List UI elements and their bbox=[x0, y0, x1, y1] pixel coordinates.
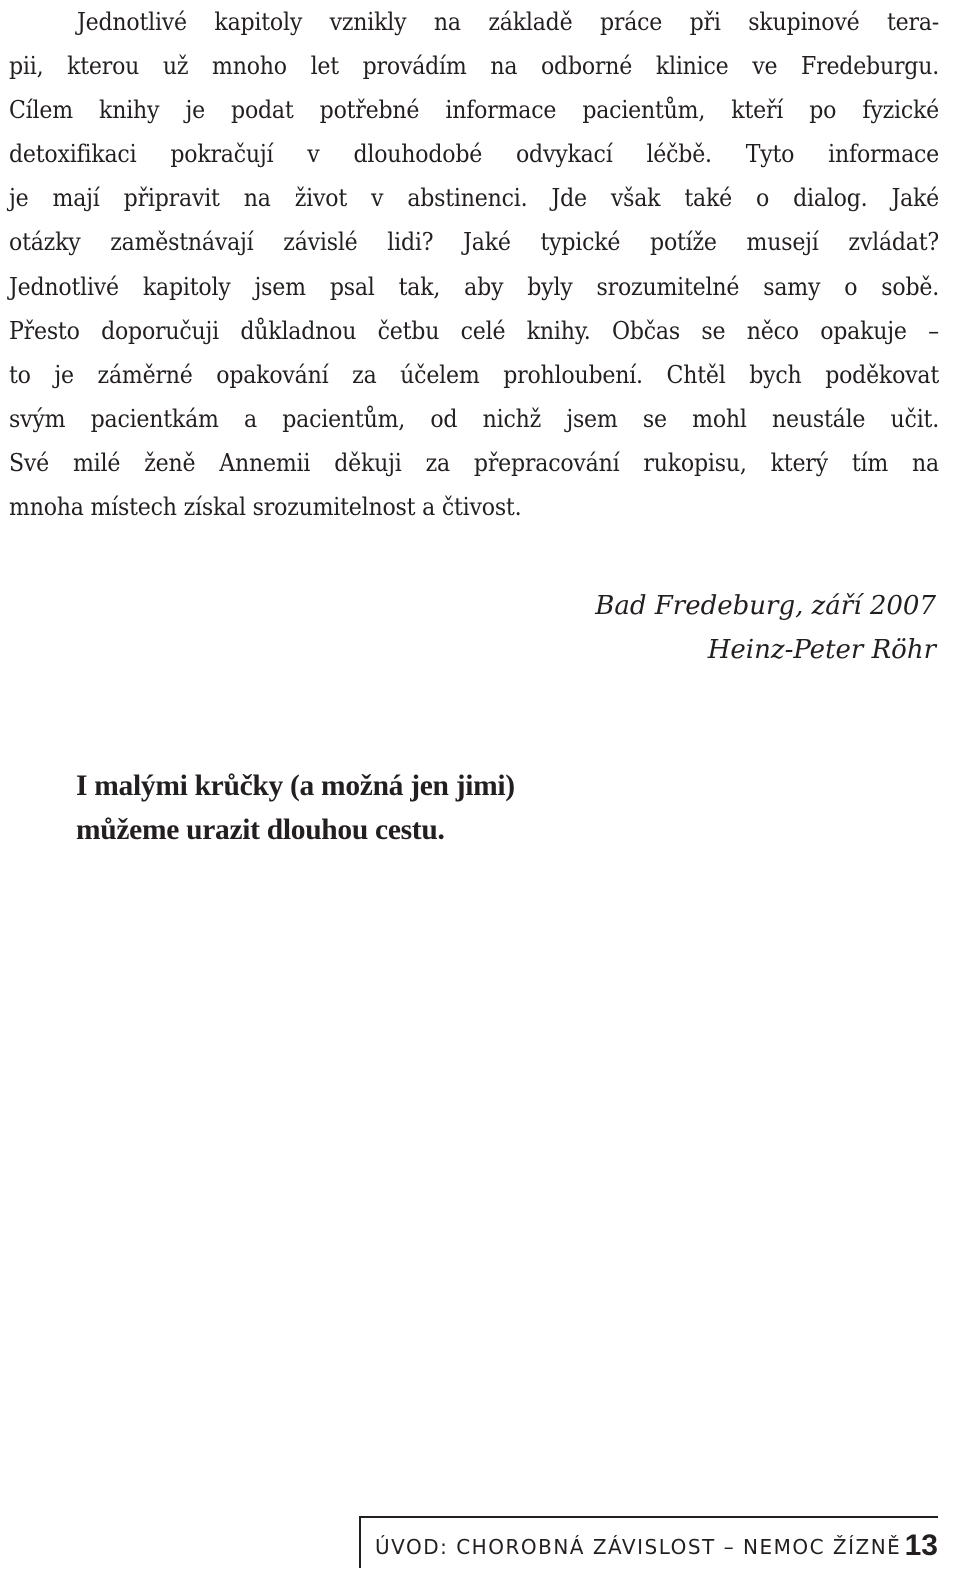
paragraph-line: Své milé ženě Annemii děkuji za přepracování rukopisu, který tím na bbox=[9, 447, 939, 477]
paragraph-line: Jednotlivé kapitoly jsem psal tak, aby byly srozumitelné samy o sobě. bbox=[9, 271, 939, 301]
quote-line: můžeme urazit dlouhou cestu. bbox=[76, 814, 445, 846]
paragraph-line: je mají připravit na život v abstinenci. Jde však také o dialog. Jaké bbox=[9, 183, 939, 213]
paragraph-line: Cílem knihy je podat potřebné informace pacientům, kteří po fyzické bbox=[9, 95, 939, 125]
paragraph-line: mnoha místech získal srozumitelnost a čtivost. bbox=[9, 492, 522, 522]
paragraph-line: detoxifikaci pokračují v dlouhodobé odvykací léčbě. Tyto informace bbox=[9, 139, 939, 169]
signature-author: Heinz-Peter Röhr bbox=[707, 635, 936, 665]
paragraph-line: otázky zaměstnávají závislé lidi? Jaké typické potíže musejí zvládat? bbox=[9, 227, 939, 257]
paragraph-line: pii, kterou už mnoho let provádím na odborné klinice ve Fredeburgu. bbox=[9, 51, 939, 81]
signature-place-date: Bad Fredeburg, září 2007 bbox=[595, 591, 936, 621]
paragraph-line: to je záměrné opakování za účelem prohloubení. Chtěl bych poděkovat bbox=[9, 359, 939, 389]
body-paragraph bbox=[9, 0, 939, 529]
page-number: 13 bbox=[904, 1529, 938, 1562]
running-title: ÚVOD: CHOROBNÁ ZÁVISLOST – NEMOC ŽÍZNĚ bbox=[375, 1535, 902, 1559]
paragraph-line: Přesto doporučuji důkladnou četbu celé knihy. Občas se něco opakuje – bbox=[9, 315, 939, 345]
signature-block bbox=[595, 584, 936, 672]
paragraph-line: Jednotlivé kapitoly vznikly na základě práce při skupinové tera- bbox=[77, 7, 939, 36]
page-footer bbox=[359, 1516, 938, 1568]
paragraph-line: svým pacientkám a pacientům, od nichž jsem se mohl neustále učit. bbox=[9, 403, 939, 433]
quote-block bbox=[76, 764, 515, 852]
quote-line: I malými krůčky (a možná jen jimi) bbox=[76, 770, 515, 802]
